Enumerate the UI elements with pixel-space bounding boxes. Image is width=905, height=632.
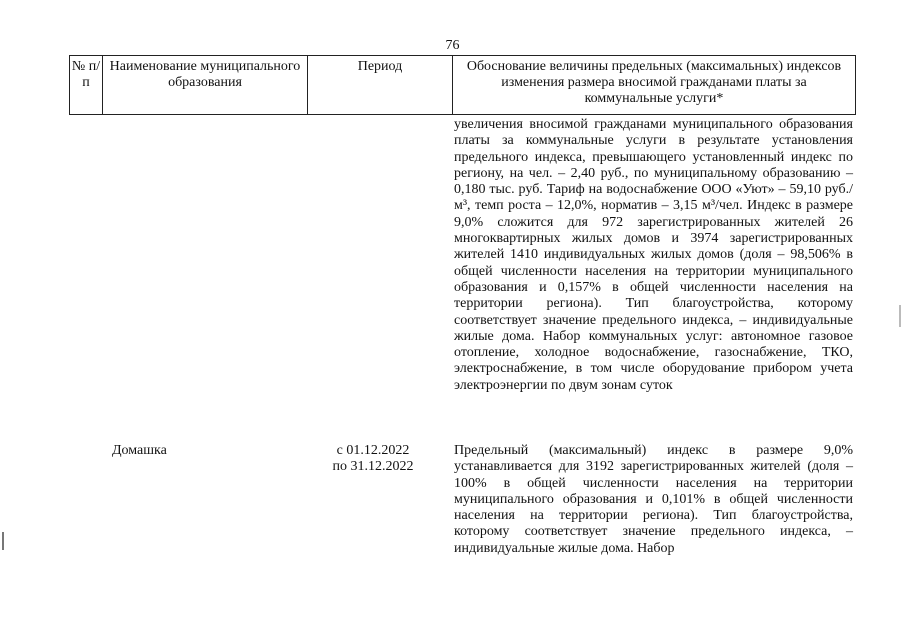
justification-text: Предельный (максимальный) индекс в размере 9,0% устанавливается для 3192 зарегистрированных жителей (доля – 100% в общей численности населения на территории муниципального образования и 0,101% в общей численности населения на территории региона). Тип благоустройства, которому соответствует значение предельного индекса, – индивидуальные жилые дома. Набор (454, 443, 853, 556)
scan-edge-mark (899, 305, 901, 327)
header-col-justification: Обоснование величины предельных (максимальных) индексов изменения размера вносимой гражданами платы за коммунальные услуги* (466, 59, 842, 106)
period-to: по 31.12.2022 (332, 459, 414, 475)
header-col-municipality: Наименование муниципального образования (103, 56, 308, 114)
period-from: с 01.12.2022 (336, 443, 410, 458)
page-number: 76 (445, 38, 460, 53)
table-header (69, 55, 856, 115)
period-cell (323, 443, 423, 476)
header-col-period: Период (308, 56, 453, 114)
continued-justification-text: увеличения вносимой гражданами муниципального образования платы за коммунальные услуги в результате установления предельного индекса, превышающего установленный индекс по региону, на чел. – 2,40 руб., по муниципальному образованию – 0,180 тыс. руб. Тариф на водоснабжение ООО «Уют» – 59,10 руб./м³, темп роста – 12,0%, норматив – 3,15 м³/чел. Индекс в размере 9,0% сложится для 972 зарегистрированных жителей 26 многоквартирных жилых домов и 3974 зарегистрированных жителей 1410 индивидуальных жилых домов (доля – 98,506% в общей численности населения на территории муниципального образования и 0,157% в общей численности населения на территории региона). Тип благоустройства, которому соответствует значение предельного индекса, – индивидуальные жилые дома. Набор коммунальных услуг: автономное газовое отопление, холодное водоснабжение, газоснабжение, ТКО, электроснабжение, в том числе оборудование прибором учета электроэнергии по двум зонам суток (454, 117, 853, 393)
header-col-number: № п/п (70, 56, 103, 114)
municipality-name: Домашка (112, 443, 167, 458)
scan-edge-mark (2, 532, 4, 550)
